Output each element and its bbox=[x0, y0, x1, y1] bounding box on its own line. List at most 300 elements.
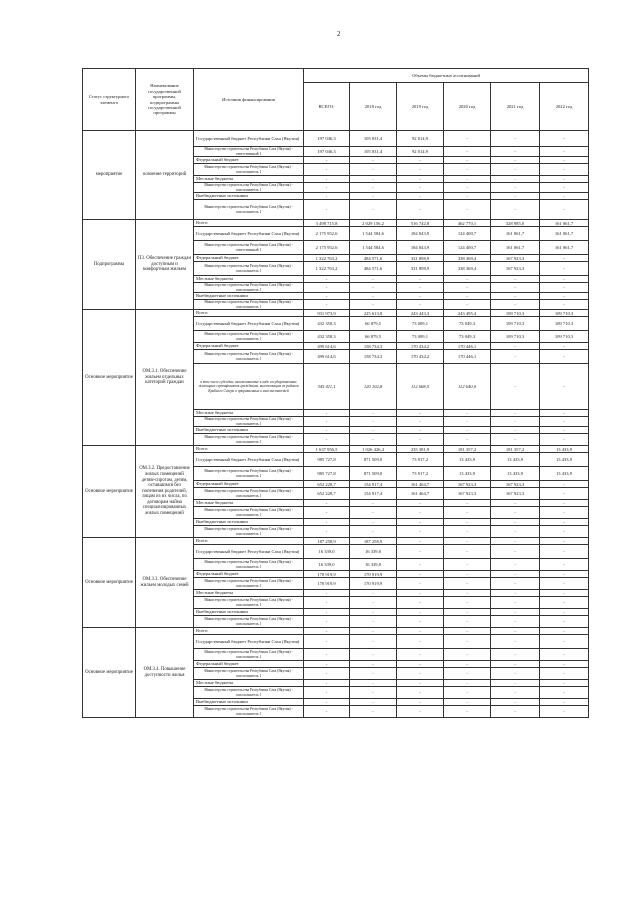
funding-source: Местные бюджеты bbox=[194, 176, 304, 183]
program-name: ОМ.3.2. Предоставление жилых помещений детям-сиротам, детям, оставшимся без попечения родителей, лицам из их числа, по договорам найма специализированных жилых помещений bbox=[136, 446, 194, 538]
year-value: - bbox=[491, 519, 540, 526]
total-value: 16 339,0 bbox=[304, 545, 350, 559]
year-value: 1 544 584,6 bbox=[350, 227, 397, 241]
table-row bbox=[83, 446, 589, 453]
year-value: - bbox=[444, 609, 491, 616]
year-value: - bbox=[350, 417, 397, 427]
year-value: 13 433,9 bbox=[540, 446, 589, 453]
total-value: - bbox=[304, 609, 350, 616]
year-value: 331 898,9 bbox=[397, 262, 444, 276]
year-value: 154 917,4 bbox=[350, 481, 397, 488]
year-value: 109 710,3 bbox=[491, 310, 540, 317]
year-value: 170 434,2 bbox=[397, 343, 444, 350]
year-value: - bbox=[491, 571, 540, 578]
year-value: 462 770,1 bbox=[444, 220, 491, 227]
year-value: - bbox=[540, 350, 589, 364]
year-value: - bbox=[491, 609, 540, 616]
year-value: - bbox=[444, 590, 491, 597]
year-value: - bbox=[444, 276, 491, 283]
program-name: П3. Обеспечение граждан доступным и комфортным жильем bbox=[136, 220, 194, 310]
year-value: - bbox=[444, 300, 491, 310]
year-value: - bbox=[350, 283, 397, 293]
total-value: 652 228,7 bbox=[304, 481, 350, 488]
year-value: - bbox=[444, 545, 491, 559]
funding-source: Всего: bbox=[194, 446, 304, 453]
total-value: - bbox=[304, 157, 350, 164]
element-status: Основное мероприятие bbox=[83, 628, 136, 718]
total-value: - bbox=[304, 410, 350, 417]
funding-source: Министерство строительства Республики Саха (Якутия) - соисполнитель 1 bbox=[194, 597, 304, 609]
year-value: 120 102,8 bbox=[350, 364, 397, 410]
total-value: 1 637 956,5 bbox=[304, 446, 350, 453]
year-value: - bbox=[540, 699, 589, 706]
year-value: - bbox=[397, 597, 444, 609]
year-value: 243 495,4 bbox=[444, 310, 491, 317]
header-year: 2022 год bbox=[540, 83, 589, 131]
funding-source: Местные бюджеты bbox=[194, 410, 304, 417]
total-value: 1 322 763,2 bbox=[304, 255, 350, 262]
year-value: - bbox=[491, 680, 540, 687]
year-value: - bbox=[350, 706, 397, 718]
year-value: - bbox=[540, 578, 589, 590]
year-value: 73 009,1 bbox=[397, 317, 444, 331]
year-value: - bbox=[540, 481, 589, 488]
year-value: - bbox=[397, 276, 444, 283]
year-value: - bbox=[350, 649, 397, 661]
year-value: - bbox=[491, 147, 540, 157]
table-row bbox=[83, 220, 589, 227]
year-value: 112 668,5 bbox=[397, 364, 444, 410]
year-value: - bbox=[397, 164, 444, 176]
total-value: - bbox=[304, 427, 350, 434]
year-value: - bbox=[444, 680, 491, 687]
funding-source: Местные бюджеты bbox=[194, 276, 304, 283]
funding-source: Внебюджетные источники bbox=[194, 519, 304, 526]
year-value: - bbox=[350, 597, 397, 609]
year-value: - bbox=[444, 193, 491, 200]
year-value: - bbox=[540, 276, 589, 283]
program-name: ОМ.3.1. Обеспечение жильем отдельных категорий граждан bbox=[136, 310, 194, 446]
header-source: Источник финансирования bbox=[194, 69, 304, 131]
year-value: 109 710,3 bbox=[491, 331, 540, 343]
year-value: - bbox=[350, 507, 397, 519]
year-value: 187 258,9 bbox=[350, 538, 397, 545]
year-value: - bbox=[350, 668, 397, 680]
year-value: 2 029 156,2 bbox=[350, 220, 397, 227]
total-value: - bbox=[304, 293, 350, 300]
year-value: 66 879,5 bbox=[350, 317, 397, 331]
year-value: - bbox=[491, 578, 540, 590]
budget-table bbox=[82, 68, 589, 718]
year-value: - bbox=[491, 193, 540, 200]
total-value: 432 358,3 bbox=[304, 317, 350, 331]
year-value: 184 843,9 bbox=[397, 241, 444, 255]
year-value: 161 061,7 bbox=[540, 227, 589, 241]
year-value: - bbox=[491, 597, 540, 609]
year-value: - bbox=[397, 538, 444, 545]
year-value: - bbox=[397, 590, 444, 597]
funding-source: Местные бюджеты bbox=[194, 680, 304, 687]
total-value: - bbox=[304, 283, 350, 293]
funding-source: Министерство строительства Республики Саха (Якутия) - соисполнитель 1 bbox=[194, 649, 304, 661]
year-value: - bbox=[397, 200, 444, 220]
total-value: - bbox=[304, 526, 350, 538]
year-value: - bbox=[350, 661, 397, 668]
year-value: - bbox=[540, 545, 589, 559]
total-value: 1 322 763,2 bbox=[304, 262, 350, 276]
total-value: - bbox=[304, 616, 350, 628]
year-value: - bbox=[491, 283, 540, 293]
year-value: - bbox=[491, 590, 540, 597]
year-value: 167 923,3 bbox=[444, 488, 491, 500]
year-value: 170 919,9 bbox=[350, 571, 397, 578]
header-year: 2020 год bbox=[444, 83, 491, 131]
year-value: - bbox=[444, 200, 491, 220]
total-value: 985 727,8 bbox=[304, 467, 350, 481]
year-value: - bbox=[540, 628, 589, 635]
year-value: - bbox=[397, 578, 444, 590]
year-value: - bbox=[350, 300, 397, 310]
year-value: - bbox=[397, 176, 444, 183]
year-value: 331 898,9 bbox=[397, 255, 444, 262]
year-value: - bbox=[350, 628, 397, 635]
funding-source: Государственный бюджет Республики Саха (Якутия) bbox=[194, 227, 304, 241]
total-value: - bbox=[304, 680, 350, 687]
funding-source: Министерство строительства Республики Саха (Якутия) - ответственный 1 bbox=[194, 147, 304, 157]
total-value: - bbox=[304, 193, 350, 200]
year-value: 92 014,9 bbox=[397, 147, 444, 157]
year-value: - bbox=[491, 131, 540, 147]
total-value: - bbox=[304, 668, 350, 680]
funding-source: Федеральный бюджет bbox=[194, 157, 304, 164]
year-value: 328 985,0 bbox=[491, 220, 540, 227]
funding-source: Государственный бюджет Республики Саха (Якутия) bbox=[194, 453, 304, 467]
funding-source: Федеральный бюджет bbox=[194, 255, 304, 262]
year-value: - bbox=[350, 500, 397, 507]
year-value: - bbox=[491, 616, 540, 628]
year-value: - bbox=[491, 157, 540, 164]
total-value: 985 727,8 bbox=[304, 453, 350, 467]
year-value: - bbox=[444, 597, 491, 609]
year-value: - bbox=[540, 157, 589, 164]
element-status: Основное мероприятие bbox=[83, 446, 136, 538]
year-value: - bbox=[540, 597, 589, 609]
year-value: 109 710,3 bbox=[491, 317, 540, 331]
year-value: - bbox=[444, 538, 491, 545]
total-value: - bbox=[304, 507, 350, 519]
year-value: 184 843,9 bbox=[397, 227, 444, 241]
program-name: освоение территорий bbox=[136, 131, 194, 220]
year-value: 167 923,3 bbox=[491, 481, 540, 488]
year-value: 16 339,0 bbox=[350, 545, 397, 559]
funding-source: Внебюджетные источники bbox=[194, 193, 304, 200]
year-value: - bbox=[540, 661, 589, 668]
funding-source: Федеральный бюджет bbox=[194, 343, 304, 350]
year-value: - bbox=[491, 300, 540, 310]
total-value: - bbox=[304, 276, 350, 283]
year-value: - bbox=[444, 164, 491, 176]
year-value: 871 509,0 bbox=[350, 453, 397, 467]
year-value: - bbox=[540, 526, 589, 538]
year-value: - bbox=[444, 559, 491, 571]
year-value: - bbox=[350, 680, 397, 687]
year-value: - bbox=[491, 649, 540, 661]
year-value: 161 464,7 bbox=[397, 488, 444, 500]
year-value: - bbox=[444, 427, 491, 434]
year-value: - bbox=[540, 343, 589, 350]
year-value: - bbox=[397, 300, 444, 310]
total-value: - bbox=[304, 434, 350, 446]
year-value: - bbox=[350, 200, 397, 220]
total-value: - bbox=[304, 597, 350, 609]
year-value: 161 061,7 bbox=[540, 241, 589, 255]
year-value: - bbox=[444, 507, 491, 519]
total-value: - bbox=[304, 417, 350, 427]
year-value: - bbox=[491, 164, 540, 176]
year-value: - bbox=[444, 147, 491, 157]
funding-source: Федеральный бюджет bbox=[194, 571, 304, 578]
year-value: - bbox=[444, 578, 491, 590]
year-value: 73 049,3 bbox=[444, 331, 491, 343]
year-value: - bbox=[540, 255, 589, 262]
funding-source: Всего: bbox=[194, 310, 304, 317]
year-value: - bbox=[350, 157, 397, 164]
year-value: 73 049,3 bbox=[444, 317, 491, 331]
header-year: 2018 год bbox=[350, 83, 397, 131]
year-value: - bbox=[350, 519, 397, 526]
year-value: - bbox=[540, 176, 589, 183]
funding-source: Министерство строительства Республики Саха (Якутия) - соисполнитель 1 bbox=[194, 283, 304, 293]
year-value: - bbox=[397, 507, 444, 519]
total-value: 499 614,6 bbox=[304, 343, 350, 350]
year-value: - bbox=[397, 500, 444, 507]
table-row bbox=[83, 310, 589, 317]
header-year: 2019 год bbox=[397, 83, 444, 131]
year-value: - bbox=[540, 687, 589, 699]
year-value: - bbox=[540, 507, 589, 519]
funding-source: Министерство строительства Республики Саха (Якутия) - соисполнитель 1 bbox=[194, 526, 304, 538]
total-value: - bbox=[304, 699, 350, 706]
year-value: - bbox=[540, 609, 589, 616]
year-value: - bbox=[397, 183, 444, 193]
year-value: - bbox=[491, 699, 540, 706]
year-value: - bbox=[540, 590, 589, 597]
element-status: Основное мероприятие bbox=[83, 538, 136, 628]
funding-source: Внебюджетные источники bbox=[194, 293, 304, 300]
total-value: - bbox=[304, 687, 350, 699]
year-value: - bbox=[444, 293, 491, 300]
program-name: ОМ.3.4. Повышение доступности жилья bbox=[136, 628, 194, 718]
header-year: 2021 год bbox=[491, 83, 540, 131]
year-value: 1 544 584,6 bbox=[350, 241, 397, 255]
total-value: - bbox=[304, 176, 350, 183]
year-value: - bbox=[397, 157, 444, 164]
year-value: 92 014,9 bbox=[397, 131, 444, 147]
year-value: 73 917,2 bbox=[397, 453, 444, 467]
year-value: - bbox=[540, 262, 589, 276]
total-value: - bbox=[304, 706, 350, 718]
year-value: - bbox=[491, 559, 540, 571]
year-value: 13 433,9 bbox=[540, 467, 589, 481]
total-value: 170 919,9 bbox=[304, 571, 350, 578]
funding-source: Федеральный бюджет bbox=[194, 481, 304, 488]
year-value: 338 369,4 bbox=[444, 262, 491, 276]
year-value: - bbox=[540, 519, 589, 526]
year-value: 167 923,3 bbox=[491, 262, 540, 276]
year-value: - bbox=[491, 706, 540, 718]
year-value: - bbox=[491, 635, 540, 649]
year-value: 66 879,5 bbox=[350, 331, 397, 343]
year-value: - bbox=[540, 293, 589, 300]
year-value: 170 434,2 bbox=[397, 350, 444, 364]
year-value: - bbox=[397, 519, 444, 526]
year-value: - bbox=[444, 176, 491, 183]
year-value: 243 443,3 bbox=[397, 310, 444, 317]
year-value: - bbox=[397, 283, 444, 293]
year-value: - bbox=[444, 131, 491, 147]
year-value: 158 734,3 bbox=[350, 343, 397, 350]
funding-source: Министерство строительства Республики Саха (Якутия) - соисполнитель 1 bbox=[194, 183, 304, 193]
element-status: мероприятие bbox=[83, 131, 136, 220]
total-value: - bbox=[304, 649, 350, 661]
total-value: - bbox=[304, 183, 350, 193]
funding-source: Внебюджетные источники bbox=[194, 427, 304, 434]
year-value: - bbox=[444, 500, 491, 507]
year-value: 124 400,7 bbox=[444, 227, 491, 241]
element-status: Подпрограмма bbox=[83, 220, 136, 310]
header-volumes: Объемы бюджетных ассигнований bbox=[304, 69, 589, 83]
year-value: - bbox=[397, 628, 444, 635]
year-value: - bbox=[540, 559, 589, 571]
year-value: - bbox=[444, 283, 491, 293]
year-value: - bbox=[540, 183, 589, 193]
funding-source: Государственный бюджет Республики Саха (Якутия) bbox=[194, 131, 304, 147]
year-value: - bbox=[397, 687, 444, 699]
year-value: - bbox=[540, 300, 589, 310]
funding-source: Министерство строительства Республики Саха (Якутия) - соисполнитель 1 bbox=[194, 559, 304, 571]
year-value: - bbox=[444, 628, 491, 635]
year-value: - bbox=[540, 364, 589, 410]
year-value: - bbox=[350, 635, 397, 649]
funding-source: Министерство строительства Республики Саха (Якутия) - соисполнитель 1 bbox=[194, 417, 304, 427]
year-value: - bbox=[491, 350, 540, 364]
year-value: - bbox=[491, 434, 540, 446]
year-value: - bbox=[350, 176, 397, 183]
year-value: - bbox=[444, 434, 491, 446]
year-value: - bbox=[491, 538, 540, 545]
year-value: - bbox=[540, 571, 589, 578]
year-value: 871 509,0 bbox=[350, 467, 397, 481]
funding-source: Федеральный бюджет bbox=[194, 661, 304, 668]
funding-source: Всего: bbox=[194, 628, 304, 635]
year-value: 1 026 426,4 bbox=[350, 446, 397, 453]
year-value: - bbox=[350, 193, 397, 200]
year-value: 484 571,6 bbox=[350, 262, 397, 276]
year-value: - bbox=[397, 649, 444, 661]
funding-source: Министерство строительства Республики Саха (Якутия) - соисполнитель 1 bbox=[194, 687, 304, 699]
year-value: 338 369,4 bbox=[444, 255, 491, 262]
year-value: - bbox=[491, 500, 540, 507]
total-value: 499 614,6 bbox=[304, 350, 350, 364]
year-value: 109 710,3 bbox=[540, 317, 589, 331]
year-value: 167 923,3 bbox=[491, 488, 540, 500]
funding-source: Министерство строительства Республики Саха (Якутия) - соисполнитель 1 bbox=[194, 434, 304, 446]
year-value: - bbox=[350, 687, 397, 699]
year-value: - bbox=[350, 616, 397, 628]
page-number: 2 bbox=[337, 30, 341, 38]
year-value: - bbox=[397, 668, 444, 680]
year-value: 13 433,9 bbox=[491, 453, 540, 467]
year-value: - bbox=[444, 661, 491, 668]
table-row bbox=[83, 131, 589, 147]
year-value: - bbox=[444, 571, 491, 578]
year-value: - bbox=[397, 635, 444, 649]
funding-source: Министерство строительства Республики Саха (Якутия) - соисполнитель 1 bbox=[194, 706, 304, 718]
total-value: - bbox=[304, 300, 350, 310]
table-row bbox=[83, 628, 589, 635]
total-value: 3 498 715,8 bbox=[304, 220, 350, 227]
year-value: - bbox=[491, 427, 540, 434]
year-value: - bbox=[350, 410, 397, 417]
funding-source: Министерство строительства Республики Саха (Якутия) - соисполнитель 1 bbox=[194, 578, 304, 590]
year-value: - bbox=[444, 687, 491, 699]
program-name: ОМ.3.3. Обеспечение жильем молодых семей bbox=[136, 538, 194, 628]
funding-source: Всего: bbox=[194, 220, 304, 227]
year-value: - bbox=[444, 668, 491, 680]
year-value: - bbox=[540, 283, 589, 293]
year-value: - bbox=[540, 616, 589, 628]
year-value: - bbox=[350, 609, 397, 616]
year-value: - bbox=[444, 706, 491, 718]
funding-source: Министерство строительства Республики Саха (Якутия) - соисполнитель 1 bbox=[194, 507, 304, 519]
year-value: - bbox=[491, 507, 540, 519]
total-value: 432 358,3 bbox=[304, 331, 350, 343]
total-value: 2 175 952,6 bbox=[304, 227, 350, 241]
year-value: - bbox=[491, 417, 540, 427]
year-value: - bbox=[444, 183, 491, 193]
total-value: - bbox=[304, 164, 350, 176]
year-value: - bbox=[540, 668, 589, 680]
year-value: - bbox=[397, 699, 444, 706]
year-value: - bbox=[540, 193, 589, 200]
total-value: 16 339,0 bbox=[304, 559, 350, 571]
funding-source: Государственный бюджет Республики Саха (Якутия) bbox=[194, 635, 304, 649]
total-value: 197 046,3 bbox=[304, 147, 350, 157]
year-value: 105 031,4 bbox=[350, 147, 397, 157]
year-value: 16 339,0 bbox=[350, 559, 397, 571]
year-value: - bbox=[540, 680, 589, 687]
year-value: 170 919,9 bbox=[350, 578, 397, 590]
year-value: 158 734,3 bbox=[350, 350, 397, 364]
funding-source: Министерство строительства Республики Саха (Якутия) - соисполнитель 1 bbox=[194, 467, 304, 481]
year-value: 112 640,0 bbox=[444, 364, 491, 410]
year-value: - bbox=[540, 147, 589, 157]
year-value: - bbox=[540, 417, 589, 427]
year-value: - bbox=[491, 661, 540, 668]
year-value: 73 917,2 bbox=[397, 467, 444, 481]
year-value: 181 357,2 bbox=[444, 446, 491, 453]
funding-source: Министерство строительства Республики Саха (Якутия) - соисполнитель 1 bbox=[194, 200, 304, 220]
funding-source: Государственный бюджет Республики Саха (Якутия) bbox=[194, 317, 304, 331]
year-value: 73 009,1 bbox=[397, 331, 444, 343]
year-value: - bbox=[350, 590, 397, 597]
funding-source: Министерство строительства Республики Саха (Якутия) - соисполнитель 1 bbox=[194, 331, 304, 343]
year-value: 484 571,6 bbox=[350, 255, 397, 262]
year-value: - bbox=[350, 183, 397, 193]
year-value: 170 446,1 bbox=[444, 343, 491, 350]
year-value: - bbox=[540, 500, 589, 507]
year-value: 516 742,8 bbox=[397, 220, 444, 227]
